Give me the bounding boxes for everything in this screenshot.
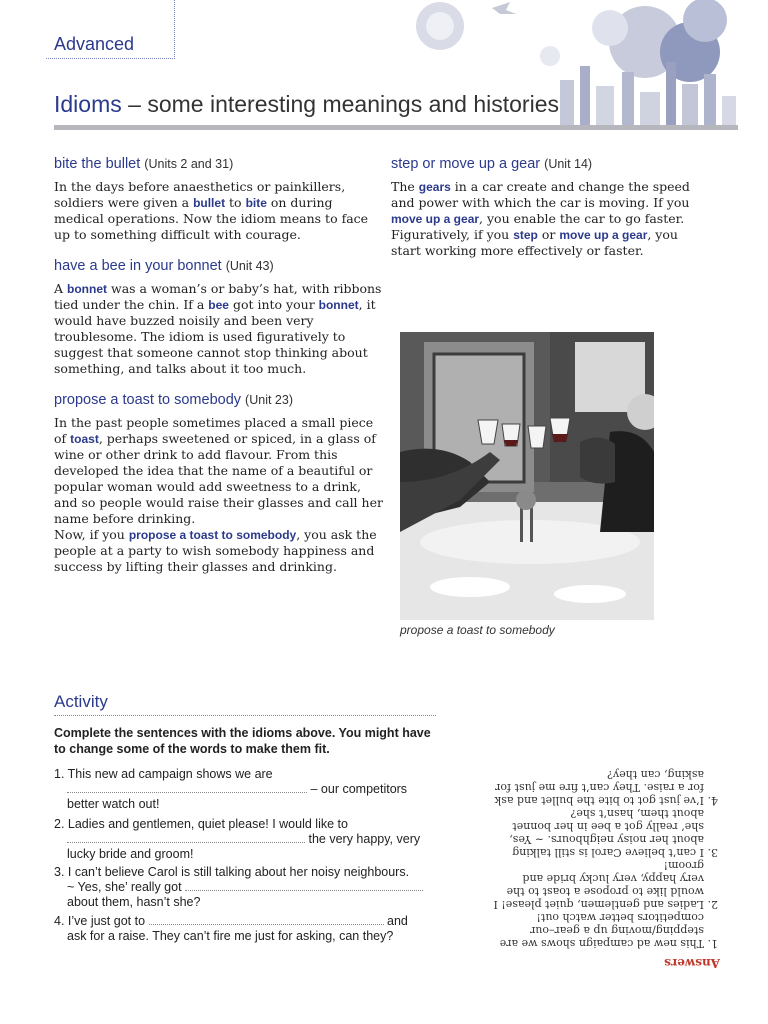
keyword: move up a gear: [559, 228, 648, 242]
answer-item: 2. Ladies and gentlemen, quiet please! I would like to propose a toast to the very happy, very lucky bride and groom!: [492, 859, 704, 911]
answers-box: [492, 750, 720, 970]
question-text: and: [387, 914, 408, 928]
keyword: bonnet: [67, 282, 108, 296]
answer-blank[interactable]: [185, 880, 423, 891]
body-text: was a woman’s or baby’s hat, with ribbons tied under the chin. If a: [54, 281, 382, 312]
body-text: in a car create and change the speed and power with which the car is moving. If you: [391, 179, 690, 210]
question-1-line-c: better watch out!: [67, 797, 160, 811]
body-text: , you start working more effectively or faster.: [391, 227, 678, 258]
section-body-move-up-a-gear: [391, 179, 696, 259]
question-1-line-b: [67, 782, 407, 797]
body-text: , you enable the car to go faster. Figuratively, if you: [391, 211, 685, 242]
section-units: (Unit 43): [225, 259, 274, 273]
answers-title: Answers: [664, 956, 720, 970]
keyword: gears: [418, 180, 451, 194]
body-text: Now, if you: [54, 527, 129, 542]
title-rule: [54, 125, 738, 130]
answer-item: 3. I can’t believe Carol is still talking about her noisy neighbours. ~ Yes, she’ really got a bee in her bonnet about them, hasn’t she?: [492, 807, 704, 859]
question-4-line-b: ask for a raise. They can’t fire me just for asking, can they?: [67, 929, 394, 943]
section-units: (Unit 23): [245, 393, 293, 407]
level-label: Advanced: [54, 34, 135, 54]
keyword: bee: [208, 298, 229, 312]
answers-list: [492, 768, 720, 950]
body-text: , you ask the people at a party to wish somebody happiness and success by lifting their glasses and drinking.: [54, 527, 377, 574]
body-text: A: [54, 281, 68, 296]
section-heading-bee-in-bonnet: [54, 258, 274, 274]
question-2-line-c: lucky bride and groom!: [67, 847, 194, 861]
question-text: – our competitors: [310, 782, 408, 796]
answer-blank[interactable]: [67, 782, 307, 793]
question-4-line-a: [54, 914, 408, 929]
question-text: ~ Yes, she’ really got: [67, 880, 182, 894]
keyword: propose a toast to somebody: [128, 528, 297, 542]
keyword: move up a gear: [391, 212, 480, 226]
section-heading-bite-the-bullet: [54, 156, 233, 172]
question-1-line-a: 1. This new ad campaign shows we are: [54, 767, 273, 781]
activity-rule: [54, 715, 436, 716]
page-title-main: Idioms: [54, 91, 122, 117]
keyword: toast: [70, 432, 99, 446]
body-text: The: [391, 179, 419, 194]
question-3-line-b: [67, 880, 423, 895]
section-body-bite-the-bullet: [54, 179, 384, 243]
body-text: , perhaps sweetened or spiced, in a glass of wine or other drink to add flavour. From this developed the idea that the name of a beautiful or popular woman would add sweetness to a drink, and so people would raise their glasses and call her name before drinking.: [54, 431, 383, 526]
page-title: [54, 91, 559, 118]
page-title-rest: – some interesting meanings and histories: [128, 91, 559, 117]
question-2-line-a: 2. Ladies and gentlemen, quiet please! I would like to: [54, 817, 348, 831]
section-heading-text: propose a toast to somebody: [54, 392, 242, 408]
question-text: the very happy, very: [308, 832, 421, 846]
body-text: got into your: [228, 297, 319, 312]
question-text: 4. I’ve just got to: [54, 914, 146, 928]
body-text: , it would have buzzed noisily and been very troublesome. The idiom is used figuratively to suggest that someone cannot stop thinking about something, and talks about it too much.: [54, 297, 376, 376]
section-heading-text: step or move up a gear: [391, 156, 541, 172]
body-text: In the past people sometimes placed a small piece of: [54, 415, 374, 446]
body-text: or: [537, 227, 560, 242]
activity-instructions: Complete the sentences with the idioms above. You might have to change some of the words to make them fit.: [54, 726, 431, 756]
question-3-line-a: 3. I can’t believe Carol is still talking about her noisy neighbours.: [54, 865, 410, 879]
section-heading-move-up-a-gear: [391, 156, 592, 172]
section-body-bee-in-bonnet: [54, 281, 384, 377]
activity-title: Activity: [54, 692, 108, 711]
section-body-propose-a-toast: [54, 415, 384, 575]
answer-blank[interactable]: [149, 914, 384, 925]
body-text: on during medical operations. Now the idiom means to face up to something difficult with courage.: [54, 195, 369, 242]
body-text: In the days before anaesthetics or painkillers, soldiers were given a: [54, 179, 346, 210]
keyword: bullet: [193, 196, 226, 210]
answer-item: 1. This new ad campaign shows we are stepping/moving up a gear–our competitors better watch out!: [492, 911, 704, 950]
section-units: (Unit 14): [544, 157, 593, 171]
question-3-line-c: about them, hasn’t she?: [67, 895, 201, 909]
section-heading-text: have a bee in your bonnet: [54, 258, 222, 274]
section-units: (Units 2 and 31): [144, 157, 234, 171]
keyword: bite: [245, 196, 267, 210]
keyword: bonnet: [318, 298, 359, 312]
answer-item: 4. I’ve just got to bite the bullet and ask for a raise. They can’t fire me just for asking, can they?: [492, 768, 704, 807]
photo-caption: propose a toast to somebody: [400, 623, 555, 637]
question-2-line-b: [67, 832, 420, 847]
keyword: step: [513, 228, 538, 242]
toast-photo: [400, 332, 654, 620]
body-text: to: [225, 195, 246, 210]
answer-blank[interactable]: [67, 832, 305, 843]
section-heading-text: bite the bullet: [54, 156, 141, 172]
section-heading-propose-a-toast: [54, 392, 293, 408]
